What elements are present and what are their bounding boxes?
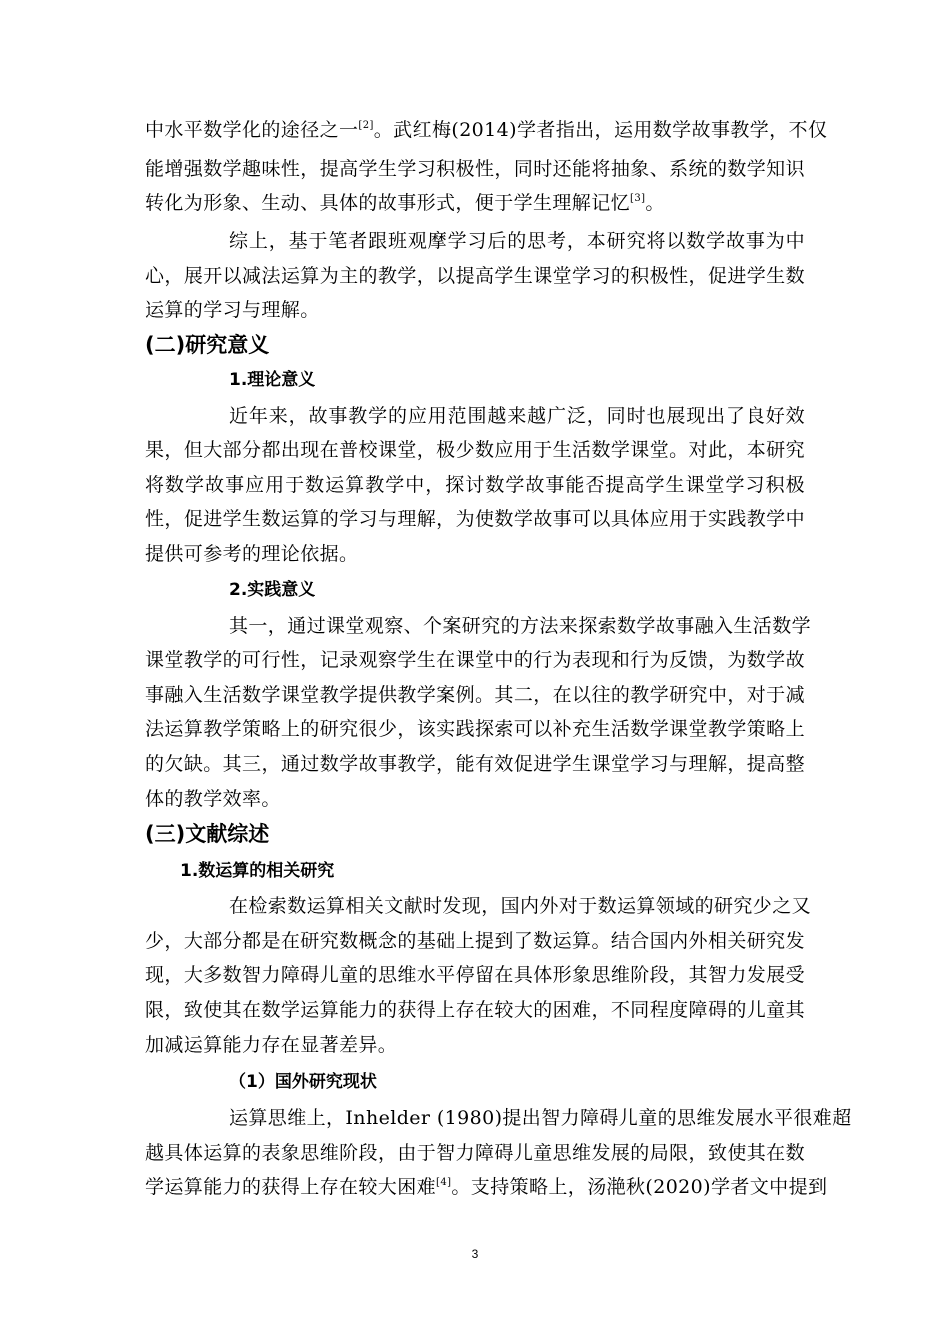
body-text-line: 在检索数运算相关文献时发现，国内外对于数运算领域的研究少之又: [229, 895, 812, 917]
body-text-line: 能增强数学趣味性，提高学生学习积极性，同时还能将抽象、系统的数学知识: [145, 158, 805, 180]
section-heading-literature: (三)文献综述: [145, 822, 270, 846]
body-text-line: 课堂教学的可行性，记录观察学生在课堂中的行为表现和行为反馈，为数学故: [145, 649, 805, 671]
body-text-line: 提供可参考的理论依据。: [145, 543, 359, 565]
body-text-line: 其一，通过课堂观察、个案研究的方法来探索数学故事融入生活数学: [229, 615, 812, 637]
citation-ref[interactable]: [2]: [358, 120, 374, 131]
body-text-line: 运算的学习与理解。: [145, 299, 320, 321]
body-text-line: 加减运算能力存在显著差异。: [145, 1034, 398, 1056]
subheading-foreign-research: （1）国外研究现状: [229, 1072, 377, 1092]
citation-ref[interactable]: [4]: [436, 1177, 452, 1188]
subheading-practice: 2.实践意义: [229, 580, 316, 600]
section-heading-significance: (二)研究意义: [145, 333, 270, 357]
body-text-line: 越具体运算的表象思维阶段，由于智力障碍儿童思维发展的局限，致使其在数: [145, 1142, 805, 1164]
body-text-line: 少，大部分都是在研究数概念的基础上提到了数运算。结合国内外相关研究发: [145, 930, 805, 952]
page-number: 3: [471, 1247, 479, 1261]
body-text-line: 体的教学效率。: [145, 788, 281, 810]
body-text-line: 果，但大部分都出现在普校课堂，极少数应用于生活数学课堂。对此，本研究: [145, 439, 805, 461]
body-text-line: 限，致使其在数学运算能力的获得上存在较大的困难，不同程度障碍的儿童其: [145, 999, 805, 1021]
body-text-line: 心，展开以减法运算为主的教学，以提高学生课堂学习的积极性，促进学生数: [145, 265, 805, 287]
body-text-line: 现，大多数智力障碍儿童的思维水平停留在具体形象思维阶段，其智力发展受: [145, 964, 805, 986]
body-text-line: 中水平数学化的途径之一[2]。武红梅(2014)学者指出，运用数学故事教学，不仅: [145, 119, 828, 141]
body-text-line: 事融入生活数学课堂教学提供教学案例。其二，在以往的教学研究中，对于减: [145, 684, 805, 706]
body-text-line: 运算思维上，Inhelder (1980)提出智力障碍儿童的思维发展水平很难超: [229, 1107, 852, 1129]
body-text-line: 将数学故事应用于数运算教学中，探讨数学故事能否提高学生课堂学习积极: [145, 474, 805, 496]
body-text-line: 综上，基于笔者跟班观摩学习后的思考，本研究将以数学故事为中: [229, 230, 805, 252]
body-text-line: 转化为形象、生动、具体的故事形式，便于学生理解记忆[3]。: [145, 192, 665, 214]
body-text-line: 近年来，故事教学的应用范围越来越广泛，同时也展现出了良好效: [229, 405, 805, 427]
subheading-arithmetic-research: 1.数运算的相关研究: [180, 861, 335, 881]
body-text-line: 的欠缺。其三，通过数学故事教学，能有效促进学生课堂学习与理解，提高整: [145, 753, 805, 775]
body-text-line: 性，促进学生数运算的学习与理解，为使数学故事可以具体应用于实践教学中: [145, 508, 805, 530]
subheading-theory: 1.理论意义: [229, 370, 316, 390]
citation-ref[interactable]: [3]: [630, 193, 646, 204]
body-text-line: 学运算能力的获得上存在较大困难[4]。支持策略上，汤滟秋(2020)学者文中提到: [145, 1176, 828, 1198]
body-text-line: 法运算教学策略上的研究很少，该实践探索可以补充生活数学课堂教学策略上: [145, 718, 805, 740]
